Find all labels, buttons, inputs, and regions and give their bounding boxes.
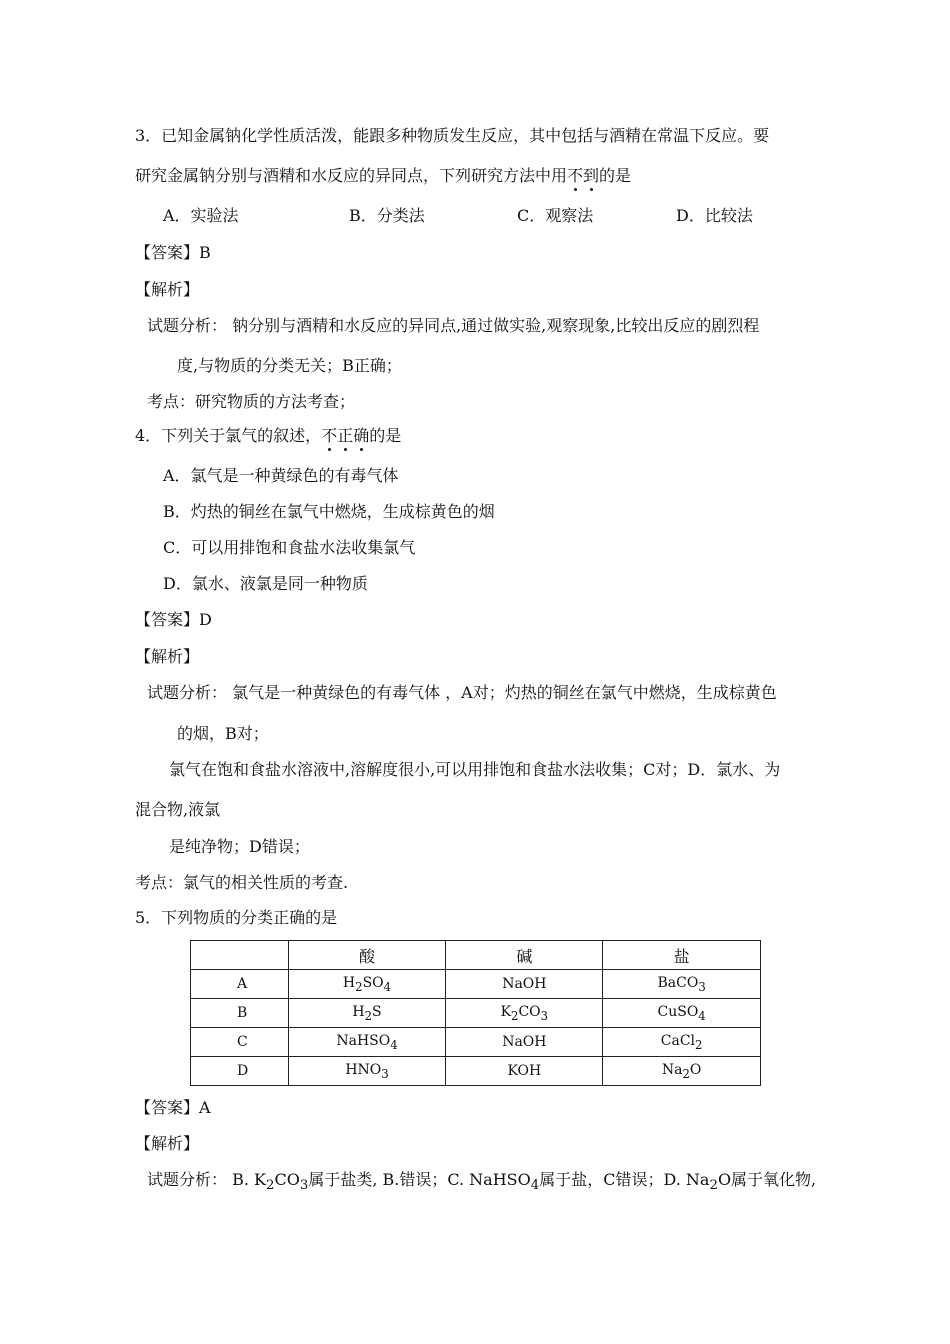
q4-point: 考点：氯气的相关性质的考查. — [135, 873, 349, 892]
q3-option-d: D．比较法 — [676, 206, 753, 225]
q4-emphasis-char: 确 — [353, 426, 370, 445]
row-label: A — [191, 970, 289, 999]
q4-stem — [135, 426, 401, 446]
q3-option-a: A．实验法 — [163, 206, 239, 225]
acid-cell: $H_2S$ — [288, 999, 446, 1028]
header-cell-salt: 盐 — [603, 941, 761, 970]
table-row — [191, 970, 761, 999]
q3-option-c: C．观察法 — [517, 206, 594, 225]
q3-stem-line2 — [135, 166, 631, 186]
q5-analysis-line1: 试题分析： B. $K_2CO_3$属于盐类, B.错误；C. NaHSO$_4$属于盐，C错误；D. $Na_2O$属于氧化物, — [147, 1170, 817, 1194]
q4-emphasis-char: 正 — [337, 426, 354, 445]
q3-option-b: B．分类法 — [349, 206, 425, 225]
q4-option-d: D．氯水、液氯是同一种物质 — [163, 574, 368, 593]
q5-stem: 5．下列物质的分类正确的是 — [135, 908, 338, 927]
header-cell-blank — [191, 941, 289, 970]
q4-option-a: A．氯气是一种黄绿色的有毒气体 — [163, 466, 399, 485]
salt-cell: BaCO$_3$ — [603, 970, 761, 999]
q4-stem-post: 的是 — [369, 426, 402, 445]
q4-stem-pre: 4．下列关于氯气的叙述， — [135, 426, 322, 445]
q3-stem-line1: 3．已知金属钠化学性质活泼，能跟多种物质发生反应，其中包括与酒精在常温下反应。要 — [135, 126, 770, 145]
salt-cell: $Na_2O$ — [603, 1057, 761, 1086]
q4-analysis-line2: 的烟，B对； — [177, 724, 269, 743]
q3-analysis-line2: 度,与物质的分类无关；B正确； — [177, 356, 402, 375]
q4-analysis-line1: 试题分析： 氯气是一种黄绿色的有毒气体 ，A对；灼热的铜丝在氯气中燃烧，生成棕黄色 — [147, 683, 777, 702]
base-cell: NaOH — [446, 970, 603, 999]
row-label: C — [191, 1028, 289, 1057]
q3-analysis-label: 【解析】 — [135, 280, 200, 299]
acid-cell: $H_2SO_4$ — [288, 970, 446, 999]
q4-analysis-label: 【解析】 — [135, 647, 200, 666]
base-cell: KOH — [446, 1057, 603, 1086]
q5-analysis-label: 【解析】 — [135, 1134, 200, 1153]
row-label: D — [191, 1057, 289, 1086]
q4-analysis-line5: 是纯净物；D错误； — [169, 837, 310, 856]
q3-stem-line2-post: 的是 — [599, 166, 632, 185]
table-row — [191, 1028, 761, 1057]
q4-emphasis-char: 不 — [321, 426, 338, 445]
acid-cell: $HNO_3$ — [288, 1057, 446, 1086]
q3-point: 考点：研究物质的方法考查； — [147, 392, 356, 411]
q4-analysis-line4: 混合物,液氯 — [135, 800, 221, 819]
base-cell: NaOH — [446, 1028, 603, 1057]
q4-answer: 【答案】D — [135, 610, 212, 629]
salt-cell: CaCl$_2$ — [603, 1028, 761, 1057]
table-row — [191, 1057, 761, 1086]
row-label: B — [191, 999, 289, 1028]
q3-stem-line2-pre: 研究金属钠分别与酒精和水反应的异同点，下列研究方法中用 — [135, 166, 568, 185]
q3-emphasis-char: 到 — [583, 166, 600, 185]
salt-cell: CuSO$_4$ — [603, 999, 761, 1028]
q4-analysis-line3: 氯气在饱和食盐水溶液中,溶解度很小,可以用排饱和食盐水法收集；C对；D．氯水、为 — [169, 760, 781, 779]
q4-option-b: B．灼热的铜丝在氯气中燃烧，生成棕黄色的烟 — [163, 502, 495, 521]
header-cell-acid: 酸 — [288, 941, 446, 970]
table-row — [191, 999, 761, 1028]
classification-table — [190, 940, 761, 1086]
q3-emphasis-char: 不 — [567, 166, 584, 185]
table-header-row — [191, 941, 761, 970]
q4-option-c: C．可以用排饱和食盐水法收集氯气 — [163, 538, 416, 557]
q3-answer: 【答案】B — [135, 243, 211, 262]
q5-answer: 【答案】A — [135, 1098, 211, 1117]
base-cell: $K_2CO_3$ — [446, 999, 603, 1028]
header-cell-base: 碱 — [446, 941, 603, 970]
q3-analysis-line1: 试题分析： 钠分别与酒精和水反应的异同点,通过做实验,观察现象,比较出反应的剧烈程 — [147, 316, 760, 335]
acid-cell: NaHSO$_4$ — [288, 1028, 446, 1057]
